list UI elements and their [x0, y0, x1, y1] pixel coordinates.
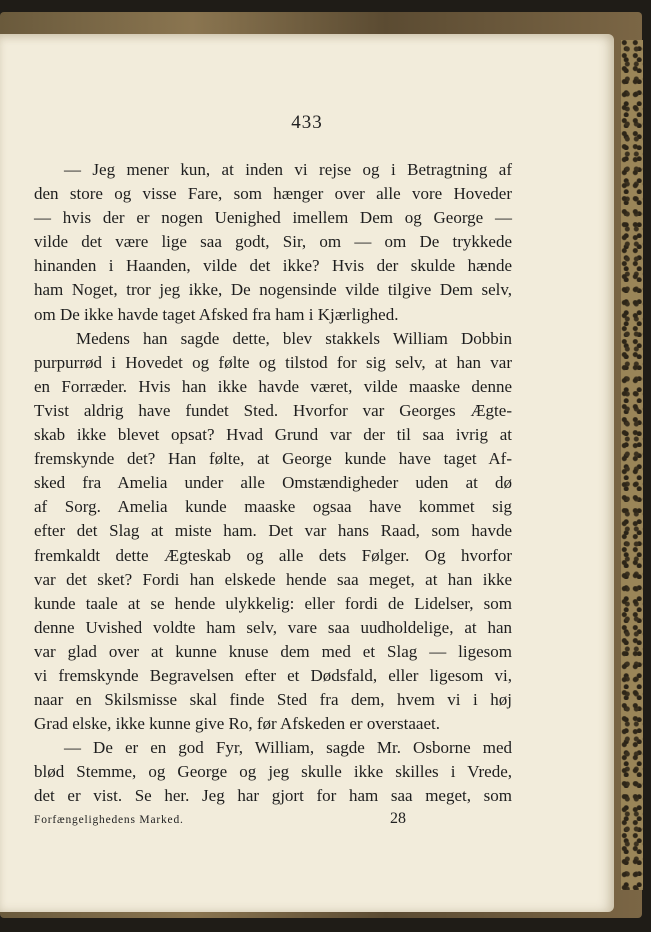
text-line: naar en Skilsmisse skal finde Sted fra dem, hvem vi i høj [34, 690, 512, 710]
text-line: hinanden i Haanden, vilde det ikke? Hvis der skulde hænde [34, 256, 512, 276]
text-line: Medens han sagde dette, blev stakkels William Dobbin [76, 328, 512, 348]
text-line: skab ikke blevet opsat? Hvad Grund var der til saa ivrig at [34, 425, 512, 445]
page-number: 433 [291, 112, 323, 133]
text-line: — hvis der er nogen Uenighed imellem Dem og George — [34, 208, 512, 228]
text-line: vilde det være lige saa godt, Sir, om — om De trykkede [34, 232, 512, 252]
text-line: ham Noget, tror jeg ikke, De nogensinde vilde tilgive Dem selv, [34, 280, 512, 300]
text-line: fremskynde det? Han følte, at George kunde have taget Af- [34, 449, 512, 469]
text-line: var glad over at kunne knuse dem med et Slag — ligesom [34, 641, 512, 661]
text-line: om De ikke havde taget Afsked fra ham i Kjærlighed. [34, 304, 399, 324]
text-line: sked fra Amelia under alle Omstændigheder uden at dø [34, 473, 512, 493]
text-line: vi fremskynde Begravelsen efter et Dødsfald, eller ligesom vi, [34, 665, 512, 685]
text-line: var det sket? Fordi han elskede hende saa meget, at han ikke [34, 569, 512, 589]
text-line: — Jeg mener kun, at inden vi rejse og i Betragtning af [64, 160, 512, 179]
book-page [0, 34, 614, 912]
signature-mark: 28 [390, 810, 406, 827]
text-line: Tvist aldrig have fundet Sted. Hvorfor var Georges Ægte- [34, 400, 512, 420]
text-line: den store og visse Fare, som hænger over alle vore Hoveder [34, 184, 512, 204]
text-line: af Sorg. Amelia kunde maaske ogsaa have kommet sig [34, 497, 512, 517]
body-text [34, 158, 512, 809]
text-line: fremkaldt dette Ægteskab og alle dets Følger. Og hvorfor [34, 545, 512, 565]
text-line: det er vist. Se her. Jeg har gjort for ham saa meget, som [34, 786, 512, 806]
text-line: blød Stemme, og George og jeg skulle ikke skilles i Vrede, [34, 762, 512, 782]
binding-edge [621, 40, 643, 890]
text-line: efter det Slag at miste ham. Det var hans Raad, som havde [34, 521, 512, 541]
text-line: — De er en god Fyr, William, sagde Mr. Osborne med [64, 738, 512, 758]
text-line: Grad elske, ikke kunne give Ro, før Afskeden er overstaaet. [34, 714, 440, 734]
text-line: denne Uvished voldte ham selv, vare saa uudholdelige, at han [34, 617, 512, 637]
text-line: purpurrød i Hovedet og følte og tilstod for sig selv, at han var [34, 352, 512, 372]
page-footer [34, 810, 512, 832]
text-line: en Forræder. Hvis han ikke havde været, vilde maaske denne [34, 376, 512, 396]
text-line: kunde taale at se hende ulykkelig: eller fordi de Lidelser, som [34, 593, 512, 613]
running-title: Forfængelighedens Marked. [34, 814, 184, 826]
